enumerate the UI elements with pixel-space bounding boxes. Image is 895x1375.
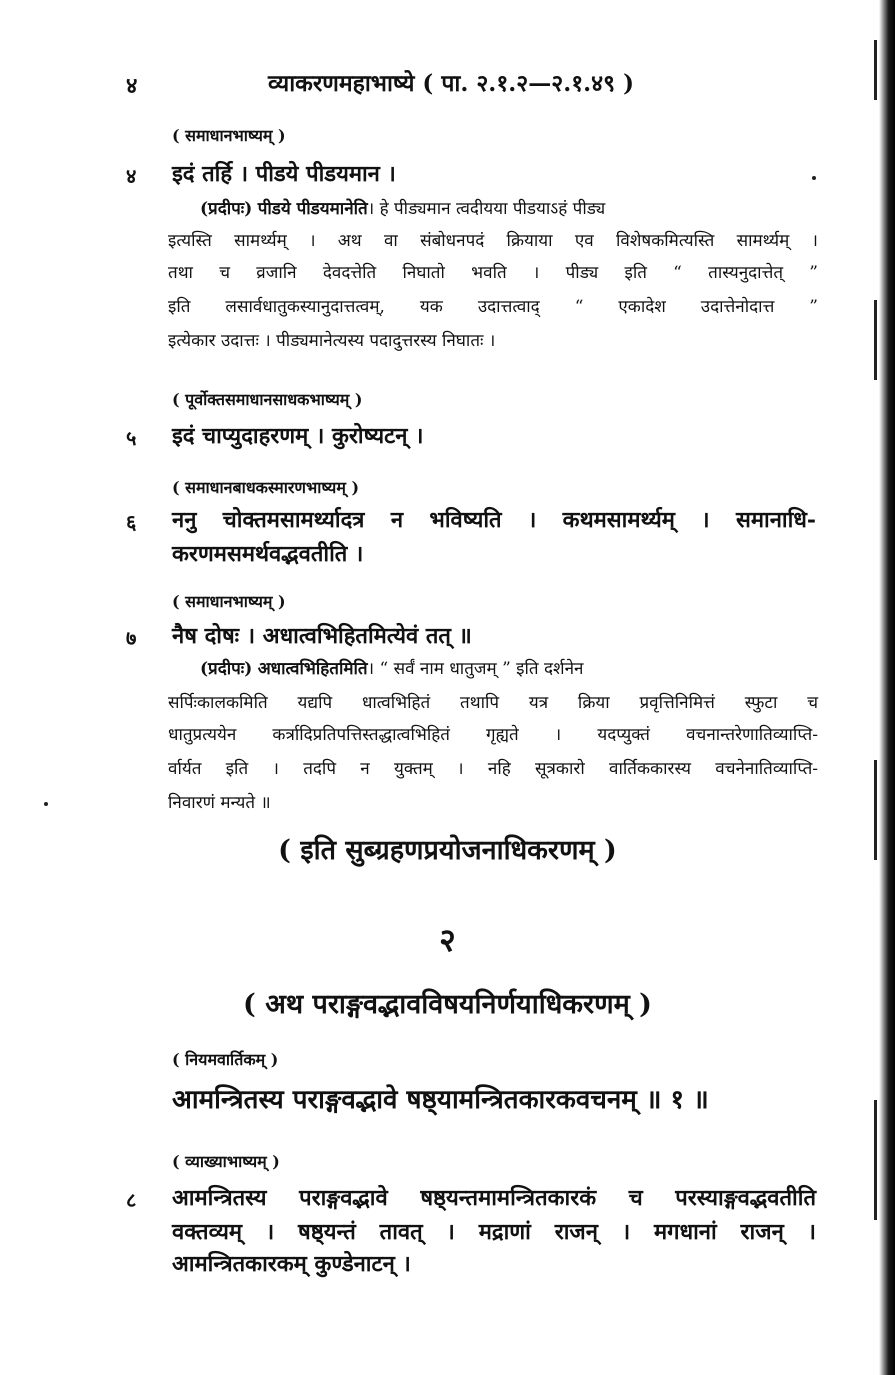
pradipa-line: धातुप्रत्ययेन कर्त्रादिप्रतिपत्तिस्तद्धात्वभिहितं गृह्यते । यदप्युक्तं वचनान्तरेणातिव्याप्ति- [168,725,818,745]
pradipa-line: र्वार्यत इति । तदपि न युक्तम् । नहि सूत्रकारो वार्तिककारस्य वचनेनातिव्याप्ति- [168,759,818,779]
bhashya-text: करणमसमर्थवद्भवतीति । [172,541,364,567]
bhashya-text: नैष दोषः । अधात्वभिहितमित्येवं तत् ॥ [172,623,472,649]
pradipa-line: इत्यस्ति सामर्थ्यम् । अथ वा संबोधनपदं क्रियाया एव विशेषकमित्यस्ति सामर्थ्यम् । [168,231,818,251]
pradipa-line: इति लसार्वधातुकस्यानुदात्तत्वम्, यक उदात्तत्वाद् “ एकादेश उदात्तेनोदात्त ” [168,297,818,317]
section-label: ( व्याख्याभाष्यम् ) [172,1152,280,1171]
binding-speck [874,1100,877,1220]
section-label: ( पूर्वोक्तसमाधानसाधकभाष्यम् ) [172,390,363,409]
section-label: ( नियमवार्तिकम् ) [172,1050,279,1069]
bhashya-text: ननु चोक्तमसामर्थ्यादत्र न भविष्यति । कथमसामर्थ्यम् । समानाधि- [172,507,816,533]
section-title: ( अथ पराङ्गवद्भावविषयनिर्णयाधिकरणम् ) [243,989,652,1020]
paragraph-number: ७ [126,626,137,650]
section-label: ( समाधानभाष्यम् ) [172,126,286,145]
pradipa-line [200,656,818,679]
bhashya-text: इदं तर्हि । पीडये पीडयमान । [172,161,396,187]
paragraph-number: ५ [126,426,137,450]
pradipa-line: तथा च व्रजानि देवदत्तेति निघातो भवति । पीड्य इति “ तास्यनुदात्तेत् ” [168,263,818,283]
section-number: २ [439,921,456,959]
pradipa-line: इत्येकार उदात्तः । पीड्यमानेत्यस्य पदादुत्तरस्य निघातः । [168,331,496,351]
bhashya-text: आमन्त्रितस्य पराङ्गवद्भावे षष्ठ्यन्तमामन्त्रितकारकं च परस्याङ्गवद्भवतीति [172,1185,816,1211]
bhashya-text: वक्तव्यम् । षष्ठ्यन्तं तावत् । मद्राणां राजन् । मगधानां राजन् । [172,1219,816,1245]
section-label: ( समाधानबाधकस्मारणभाष्यम् ) [172,478,360,497]
pradipa-label: (प्रदीपः) [200,659,253,679]
page-binding-shadow [879,0,895,1375]
pradipa-label: (प्रदीपः) [200,199,253,219]
pradipa-line: सर्पिःकालकमिति यद्यपि धात्वभिहितं तथापि यत्र क्रिया प्रवृत्तिनिमित्तं स्फुटा च [168,693,818,713]
bhashya-text: इदं चाप्युदाहरणम् । कुरोष्यटन् । [172,423,424,449]
ink-speck [44,802,48,806]
paragraph-number: ६ [126,510,137,534]
pradipa-text: । हे पीड्यमान त्वदीयया पीडयाऽहं पीड्य [367,199,606,219]
pradipa-title: पीडये पीडयमानेति [257,199,368,219]
pradipa-line [200,196,818,219]
pradipa-title: अधात्वभिहितमिति [257,659,368,679]
bhashya-text: आमन्त्रितकारकम् कुण्डेनाटन् । [172,1251,411,1277]
paragraph-number: ४ [126,164,137,188]
paragraph-number: ८ [126,1188,137,1212]
pradipa-line: निवारणं मन्यते ॥ [168,793,271,813]
adhikarana-closing: ( इति सुब्ग्रहणप्रयोजनाधिकरणम् ) [278,835,617,866]
pradipa-text: । “ सर्वं नाम धातुजम् ” इति दर्शनेन [367,659,584,679]
section-label: ( समाधानभाष्यम् ) [172,592,286,611]
ink-speck [812,176,816,180]
running-title: व्याकरणमहाभाष्ये ( पा. २.१.२—२.१.४९ ) [268,70,634,97]
binding-speck [874,40,877,100]
varttika-sutra: आमन्त्रितस्य पराङ्गवद्भावे षष्ठ्यामन्त्रितकारकवचनम् ॥ १ ॥ [172,1085,709,1115]
binding-speck [874,300,877,380]
page-number: ४ [126,73,138,99]
